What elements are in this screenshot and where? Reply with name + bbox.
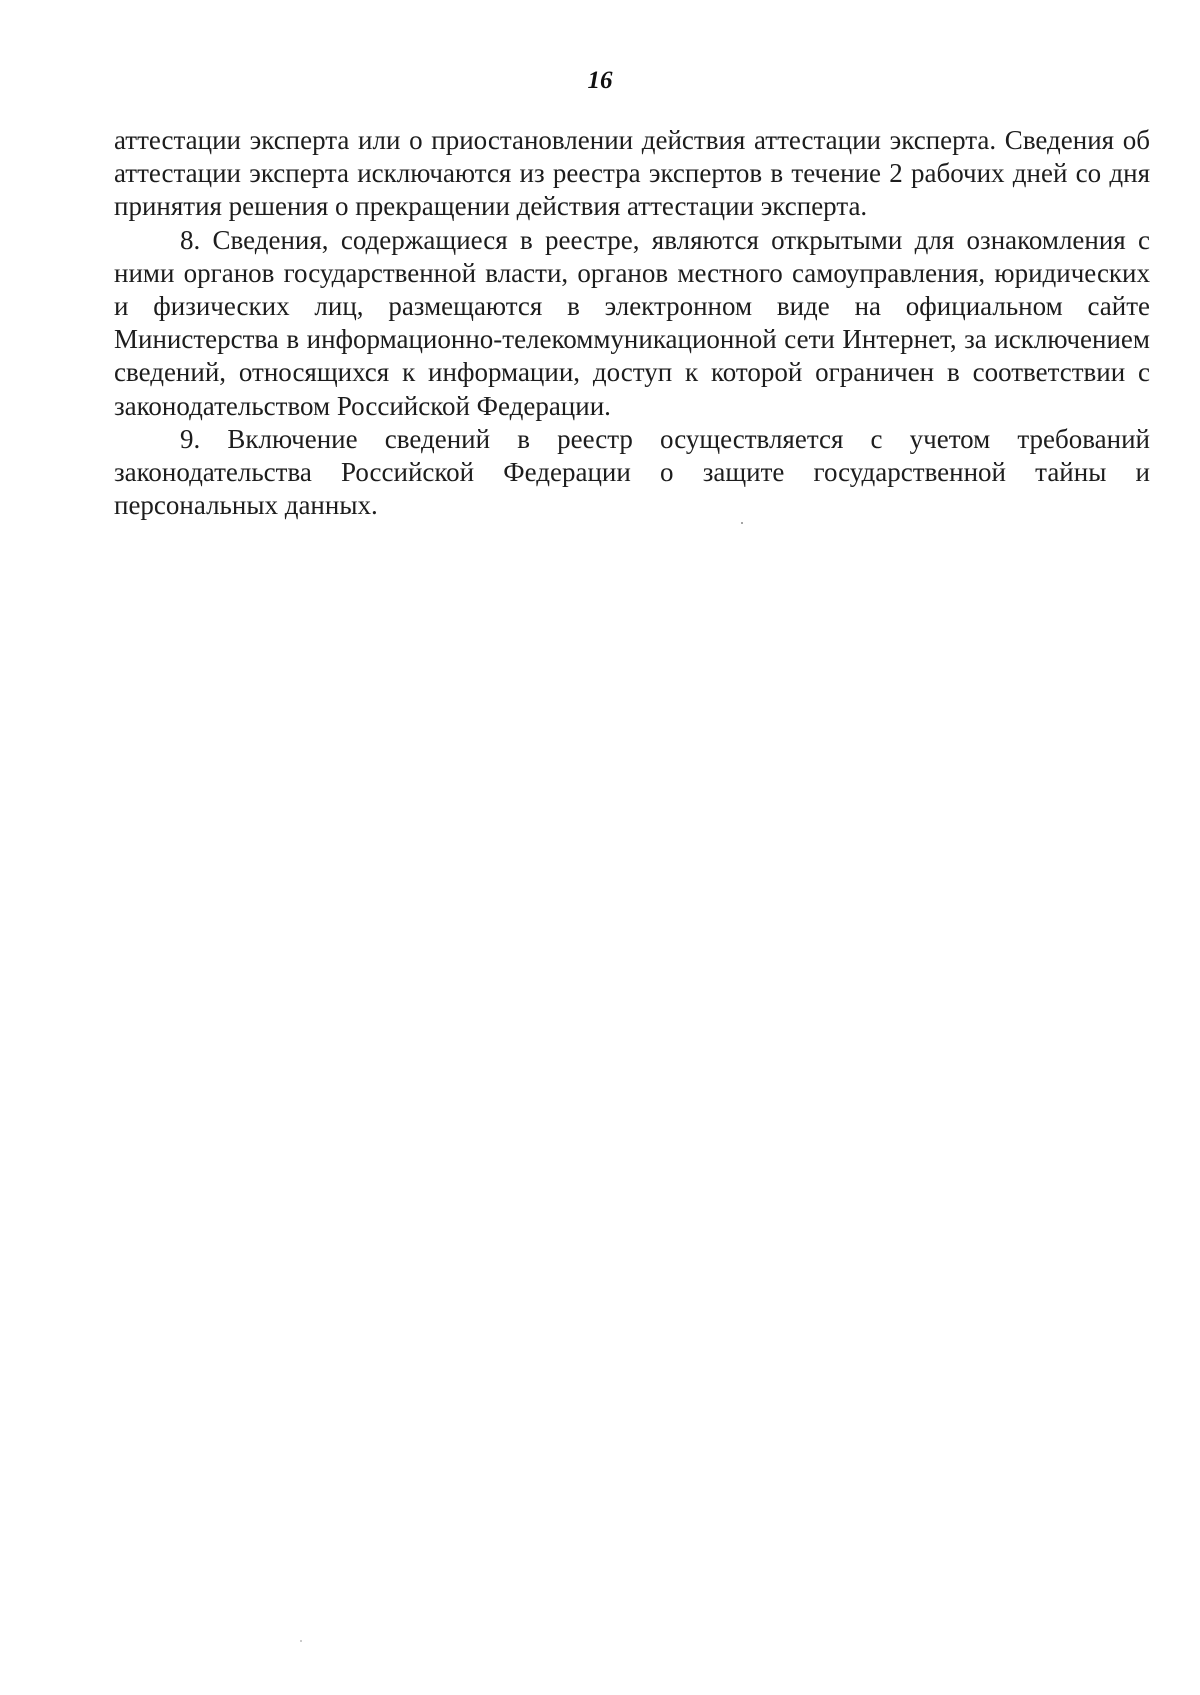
paragraph-item-8: 8. Сведения, содержащиеся в реестре, являются открытыми для ознакомления с ними органов государственной власти, органов местного самоуправления, юридических и физических лиц, размещаются в электронном виде на официальном сайте Министерства в информационно-телекоммуникационной сети Интернет, за исключением сведений, относящихся к информации, доступ к которой ограничен в соответствии с законодательством Российской Федерации. (114, 224, 1150, 421)
paragraph-continuation: аттестации эксперта или о приостановлении действия аттестации эксперта. Сведения об аттестации эксперта исключаются из реестра экспертов в течение 2 рабочих дней со дня принятия решения о прекращении действия аттестации эксперта. (114, 125, 1150, 222)
scan-speck (300, 1640, 302, 1642)
paragraph-item-9: 9. Включение сведений в реестр осуществляется с учетом требований законодательства Российской Федерации о защите государственной тайны и персональных данных. (114, 423, 1150, 521)
page-number: 16 (587, 67, 613, 94)
scan-speck (741, 522, 743, 524)
document-body (114, 124, 1150, 522)
